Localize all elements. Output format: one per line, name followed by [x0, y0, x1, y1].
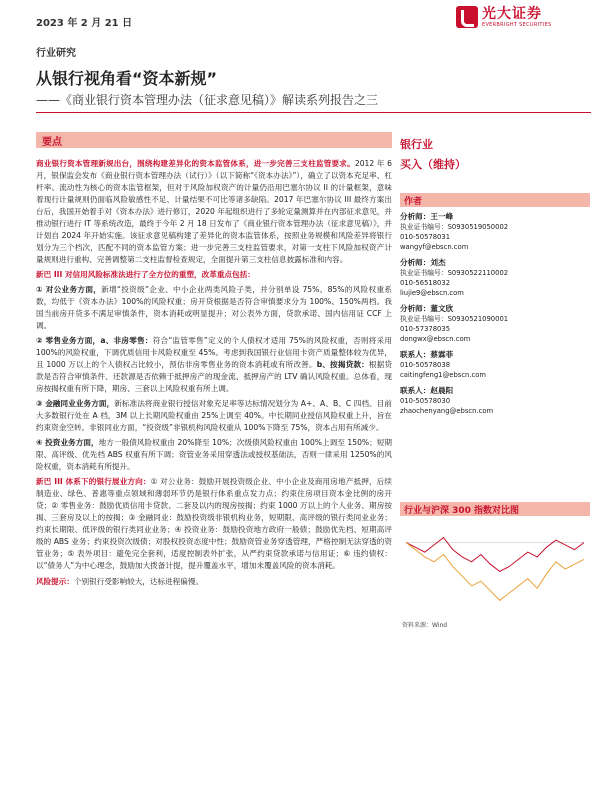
intro-paragraph	[36, 158, 392, 266]
direction-text: ① 对公业务：鼓励开展投资级企业、中小企业及商用房地产抵押，后续制造业、绿色、普惠等重点领域和薄弱环节仍是银行体系重点发力点；约束住房项目资本金比例的房开贷；② 零售业务：鼓励优质信用卡贷款、二套及以内的现房按揭；约束 1000 万以上的个人业务、期房按揭、三套房及以上的按揭；③ 金融同业：鼓励投资级非银机构业务，短期限、高评级的银行类同业业务；约束长期限、低评级的银行类同业业务；④ 投资业务：鼓励投资地方政府一般债；鼓励优先档、短期高评级的 ABS 业务；约束投资次级债；对股权投资态度中性；鼓励资管业务穿透管理，严格控制无法穿透的资管业务；⑤ 表外项目：避免完全套利，适度控制表外扩张，从严约束贷款承诺与信用证；⑥ 违约债权：以“债务人”为中心理念，鼓励加大拨备计提，提升覆盖水平，增加未覆盖风险的资本消耗。	[36, 477, 393, 570]
report-date: 2023 年 2 月 21 日	[36, 18, 133, 29]
contact-entry	[400, 386, 590, 416]
contact-entry	[400, 350, 590, 380]
risk-label: 风险提示：	[36, 577, 74, 586]
point-1-label: ① 对公业务方面，	[36, 285, 102, 294]
company-logo	[456, 6, 551, 28]
point-2-text-b: 根据贷款是否符合审慎条件、还款源是否依赖于抵押房产的现金流、抵押房产的 LTV 确认风险权重。总体看，现房按揭权重有所下降，期房、三套以上风险权重有所上调。	[36, 360, 392, 393]
point-1-text: 新增“投资级”企业、中小企业两类风险子类，并分别单设 75%、85%的风险权重系数，均低于《资本办法》100%的风险权重；房开贷根据是否符合审慎要求分为 100%、150%两档。我国当前房开贷多不满足审慎条件，资本消耗或明显提升；对公表外方面，贷款承诺、国内信用证 CCF 上调。	[36, 285, 392, 330]
point-3-label: ③ 金融同业业务方面，	[36, 399, 115, 408]
contact-phone: 010-50578030	[400, 397, 451, 405]
point-3	[36, 398, 392, 434]
main-content	[36, 158, 392, 591]
direction-label: 新巴 III 体系下的银行展业方向：	[36, 477, 151, 486]
analyst-name: 分析师：刘杰	[400, 258, 446, 267]
logo-mark-icon	[456, 6, 478, 28]
contact-phone: 010-50578038	[400, 361, 451, 369]
point-2	[36, 335, 392, 395]
point-3-text: 新标准法将商业银行授信对象充足率等达标情况划分为 A+、A、B、C 四档。目前大多数银行处在 A 档，3M 以上长期风险权重由 25%上调至 40%。中长期同业授信风险权重上升，旨在约束资金空转。非银同业方面，“投资级”非银机构风险权重从 100%下降至 75%，资本占用有所减少。	[36, 399, 392, 432]
point-2-label-b: b、按揭贷款：	[316, 360, 369, 369]
chart-series-line-1	[406, 543, 584, 601]
analyst-entry	[400, 304, 590, 344]
logo-text-en: EVERBRIGHT SECURITIES	[482, 21, 552, 28]
report-title: 从银行视角看“资本新规”	[36, 69, 218, 88]
analyst-cert: 执业证书编号：S0930521090001	[400, 315, 509, 323]
point-1	[36, 284, 392, 332]
point-4-label: ④ 投资业务方面，	[36, 438, 99, 447]
analyst-list	[400, 212, 590, 422]
index-comparison-chart	[400, 522, 590, 618]
summary-bar	[36, 132, 392, 148]
analyst-phone: 010-57378035	[400, 325, 451, 333]
point-2-text: 符合“监管零售”定义的个人债权才适用 75%的风险权重，否则将采用 100%的风险权重，下调优质信用卡风险权重至 45%。考虑到我国银行业信用卡资产质量整体较为优异，且 1000 万以上的个人债权占比较小，预估非房零售业务的资本消耗或有所改善。	[36, 336, 392, 369]
analyst-name: 分析师：董文欣	[400, 304, 454, 313]
report-category: 行业研究	[36, 48, 76, 59]
section-heading-1: 新巴 III 对信用风险标准法进行了全方位的重塑，改革重点包括：	[36, 270, 255, 279]
point-4-text: 地方一般债风险权重由 20%降至 10%；次级债风险权重由 100%上调至 150%；短期限、高评级、优先档 ABS 权重有所下调；资管业务采用穿透法或授权基础法，否则一律采用 1250%的风险权重，资本消耗有所提升。	[36, 438, 393, 471]
analyst-email[interactable]: wangyf@ebscn.com	[400, 243, 469, 251]
contact-email[interactable]: caitingfeng1@ebscn.com	[400, 371, 487, 379]
authors-bar	[400, 193, 590, 207]
analyst-phone: 010-50578031	[400, 233, 451, 241]
analyst-phone: 010-56518032	[400, 279, 451, 287]
risk-paragraph	[36, 576, 392, 588]
intro-text: 2012 年 6 月，银保监会发布《商业银行资本管理办法（试行）》（以下简称“《资本办法》”），确立了以资本充足率、杠杆率、流动性为核心的资本监管框架，但对于风险加权资产的计量仍沿用巴塞尔协议 II 的计量框架，意味着现行计量规则仍面临风险敏感性不足、计量结果不可比等诸多缺陷。2017 年巴塞尔协议 III 最终方案出台后，我国开始着手对《资本办法》进行修订，2020 年起组织进行了多轮定量测算并在内部征求意见，并推动银行进行 IT 等系统改造，最终于今年 2 月 18 日发布了《商业银行资本管理办法（征求意见稿）》，并计划自 2024 年开始实施。该征求意见稿构建了差异化的资本监管体系，按照业务规模和风险差异将银行划分为三个档次，匹配不同的资本监管方案；进一步完善三支柱监管要求，对第一支柱下风险加权资产计量规则进行重构、完善调整第二支柱监督检查规定，全面提升第三支柱信息披露标准和内容。	[36, 159, 392, 264]
summary-label: 要点	[42, 137, 62, 148]
analyst-email[interactable]: liujie9@ebscn.com	[400, 289, 464, 297]
title-divider	[36, 112, 591, 113]
contact-name: 联系人：赵晨阳	[400, 386, 454, 395]
intro-highlight: 商业银行资本管理新规出台，围绕构建差异化的资本监管体系，进一步完善三支柱监管要求。	[36, 159, 355, 168]
analyst-entry	[400, 212, 590, 252]
contact-email[interactable]: zhaochenyang@ebscn.com	[400, 407, 494, 415]
analyst-cert: 执业证书编号：S0930522110002	[400, 269, 509, 277]
chart-bar	[400, 502, 590, 516]
contact-name: 联系人：蔡霖菲	[400, 350, 454, 359]
analyst-name: 分析师：王一峰	[400, 212, 454, 221]
point-2-label: ② 零售业务方面，a、非房零售：	[36, 336, 153, 345]
chart-source: 资料来源：Wind	[402, 622, 448, 629]
industry-rating: 买入（维持）	[400, 158, 466, 171]
authors-label: 作者	[404, 197, 423, 207]
logo-text-cn: 光大证券	[482, 5, 542, 22]
analyst-cert: 执业证书编号：S0930519050002	[400, 223, 509, 231]
risk-text: 个别银行受影响较大，达标进程偏慢。	[73, 577, 204, 586]
analyst-email[interactable]: dongwx@ebscn.com	[400, 335, 471, 343]
analyst-entry	[400, 258, 590, 298]
direction-paragraph	[36, 476, 392, 572]
industry-name: 银行业	[400, 138, 433, 151]
chart-label: 行业与沪深 300 指数对比图	[404, 506, 520, 516]
rating-panel	[400, 136, 590, 172]
point-4	[36, 437, 392, 473]
report-subtitle: ——《商业银行资本管理办法（征求意见稿）》解读系列报告之三	[36, 93, 379, 107]
